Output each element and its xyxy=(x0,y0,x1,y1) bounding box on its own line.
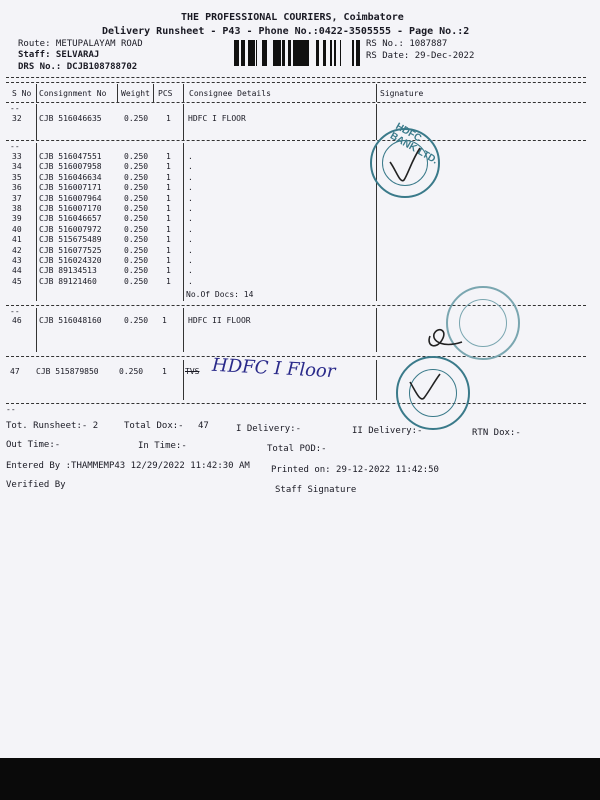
entered-by: Entered By :THAMMEMP43 12/29/2022 11:42:30 AM xyxy=(6,461,250,471)
i-delivery: I Delivery:- xyxy=(236,424,302,434)
col-separator xyxy=(183,84,184,102)
col-consignment: Consignment No xyxy=(39,89,107,98)
col-separator xyxy=(117,84,118,102)
col-separator xyxy=(376,84,377,102)
route-label: Route: METUPALAYAM ROAD xyxy=(18,39,143,49)
printed-on: Printed on: 29-12-2022 11:42:50 xyxy=(271,465,439,475)
total-dox-label: Total Dox:- xyxy=(124,421,184,431)
divider xyxy=(6,140,586,141)
signature-mark xyxy=(386,140,426,190)
table-row: 43 CJB 516024320 0.250 1 . xyxy=(12,256,193,265)
in-time: In Time:- xyxy=(138,441,187,451)
signature-mark xyxy=(424,316,474,356)
rtn-dox: RTN Dox:- xyxy=(472,428,521,438)
rs-number: RS No.: 1087887 xyxy=(366,39,448,49)
total-pod: Total POD:- xyxy=(267,444,327,454)
col-sno: S No xyxy=(12,89,32,98)
tot-runsheet: Tot. Runsheet:- 2 xyxy=(6,421,99,431)
table-row: 39 CJB 516046657 0.250 1 . xyxy=(12,214,193,224)
staff-label: Staff: SELVARAJ xyxy=(18,50,100,60)
table-row: 38 CJB 516007170 0.250 1 . xyxy=(12,204,193,213)
col-consignee: Consignee Details xyxy=(189,89,271,98)
table-row: 35 CJB 516046634 0.250 1 . xyxy=(12,172,193,182)
ii-delivery: II Delivery:- xyxy=(352,426,423,436)
drs-number: DRS No.: DCJB108788702 xyxy=(18,62,138,72)
table-row: 32 CJB 516046635 0.250 1 HDFC I FLOOR xyxy=(12,114,246,123)
verified-by: Verified By xyxy=(6,480,66,490)
table-row: 45 CJB 89121460 0.250 1 . xyxy=(12,276,193,286)
col-separator xyxy=(183,308,184,352)
scan-shadow xyxy=(0,758,600,800)
col-signature: Signature xyxy=(380,89,424,98)
col-separator xyxy=(153,84,154,102)
col-pcs: PCS xyxy=(158,89,173,98)
col-separator xyxy=(376,360,377,400)
handwritten-consignee: HDFC I Floor xyxy=(211,354,336,383)
table-row: 34 CJB 516007958 0.250 1 . xyxy=(12,162,193,172)
table-row: 36 CJB 516007171 0.250 1 . xyxy=(12,183,193,193)
table-row: 44 CJB 89134513 0.250 1 . xyxy=(12,266,193,276)
total-dox-value: 47 xyxy=(198,421,209,431)
divider xyxy=(6,82,586,83)
barcode xyxy=(234,40,360,66)
bank-stamp: HDFC BANK LTD. xyxy=(370,128,440,198)
divider xyxy=(6,102,586,103)
table-row: 42 CJB 516077525 0.250 1 . xyxy=(12,245,193,255)
table-row: 40 CJB 516007972 0.250 1 . xyxy=(12,224,193,234)
col-separator xyxy=(36,84,37,102)
col-weight: Weight xyxy=(121,89,150,98)
runsheet-title: Delivery Runsheet - P43 - Phone No.:0422-3505555 - Page No.:2 xyxy=(102,26,470,37)
signature-mark xyxy=(406,368,446,408)
col-separator xyxy=(183,360,184,400)
table-row: 41 CJB 515675489 0.250 1 . xyxy=(12,235,193,245)
table-row: 46 CJB 516048160 0.250 1 HDFC II FLOOR xyxy=(12,316,251,325)
table-row: 37 CJB 516007964 0.250 1 . xyxy=(12,193,193,203)
company-name: THE PROFESSIONAL COURIERS, Coimbatore xyxy=(181,12,404,23)
doc-count: No.Of Docs: 14 xyxy=(186,290,254,299)
table-row: 47 CJB 515879850 0.250 1 TVS xyxy=(10,367,200,376)
table-row: 33 CJB 516047551 0.250 1 . xyxy=(12,152,193,161)
divider xyxy=(6,77,586,78)
rs-date: RS Date: 29-Dec-2022 xyxy=(366,51,475,61)
col-separator xyxy=(376,308,377,352)
col-separator xyxy=(36,308,37,352)
out-time: Out Time:- xyxy=(6,440,61,450)
divider xyxy=(6,403,586,404)
staff-signature: Staff Signature xyxy=(275,485,357,495)
